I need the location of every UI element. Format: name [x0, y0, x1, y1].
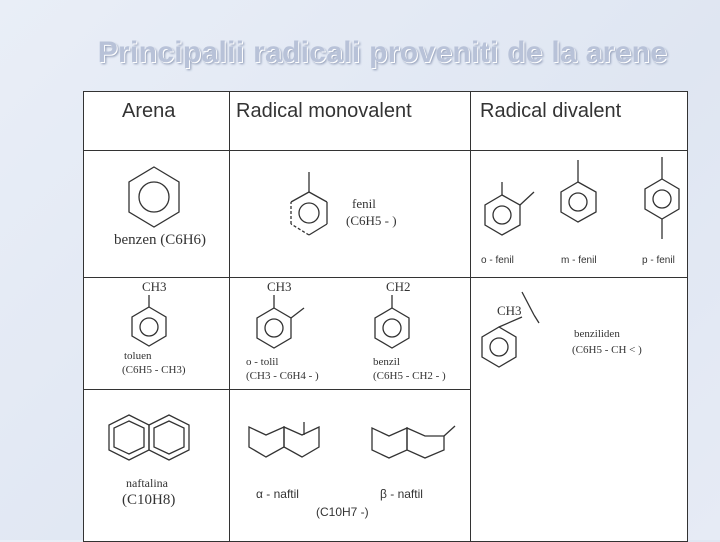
- o-phenylene-structure: [482, 177, 538, 242]
- benzylidene-name: benziliden: [574, 328, 620, 340]
- header-divalent: Radical divalent: [480, 100, 622, 122]
- toluene-ch3-label: CH3: [142, 279, 167, 294]
- benzyl-formula: (C6H5 - CH2 - ): [373, 370, 446, 382]
- naphthalene-formula: (C10H8): [122, 492, 176, 508]
- column-divider: [470, 92, 471, 541]
- benzylidene-ch3-label: CH3: [497, 303, 522, 318]
- row-divider: [84, 277, 687, 278]
- o-tolyl-formula: (CH3 - C6H4 - ): [246, 370, 319, 382]
- m-phenyl-label: m - fenil: [561, 255, 597, 266]
- benzylidene-structure: [479, 287, 559, 377]
- naphthyl-formula: (C10H7 -): [316, 505, 369, 519]
- benzyl-ch2-label: CH2: [386, 279, 411, 294]
- p-phenylene-structure: [642, 154, 684, 244]
- benzyl-name: benzil: [373, 356, 400, 368]
- toluene-structure: [129, 292, 171, 350]
- toluene-formula: (C6H5 - CH3): [122, 364, 186, 376]
- alpha-naphthyl-structure: [244, 417, 334, 477]
- o-tolyl-structure: [252, 292, 308, 354]
- o-phenyl-label: o - fenil: [481, 255, 514, 266]
- benzyl-structure: [372, 292, 414, 354]
- radicals-table: [83, 91, 688, 542]
- header-monovalent: Radical monovalent: [236, 100, 412, 122]
- o-tolyl-ch3-label: CH3: [267, 279, 292, 294]
- o-tolyl-name: o - tolil: [246, 356, 279, 368]
- beta-naphthyl-structure: [369, 422, 459, 472]
- phenyl-name: fenil: [352, 196, 376, 211]
- benzene-label: benzen (C6H6): [114, 232, 207, 248]
- alpha-naphthyl-label: α - naftil: [256, 487, 299, 501]
- m-phenylene-structure: [558, 157, 603, 237]
- naphthalene-name: naftalina: [126, 476, 168, 490]
- row-divider: [84, 389, 470, 390]
- slide-title: Principalii radicali proveniti de la arene: [97, 36, 668, 69]
- header-divider: [84, 150, 687, 151]
- benzylidene-formula: (C6H5 - CH < ): [572, 344, 642, 356]
- p-phenyl-label: p - fenil: [642, 255, 675, 266]
- naphthalene-structure: [104, 410, 204, 466]
- toluene-name: toluen: [124, 350, 152, 362]
- phenyl-structure: [284, 167, 334, 247]
- benzene-structure: [124, 162, 184, 232]
- beta-naphthyl-label: β - naftil: [380, 487, 423, 501]
- phenyl-formula: (C6H5 - ): [346, 213, 397, 228]
- column-divider: [229, 92, 230, 541]
- header-arena: Arena: [122, 100, 176, 122]
